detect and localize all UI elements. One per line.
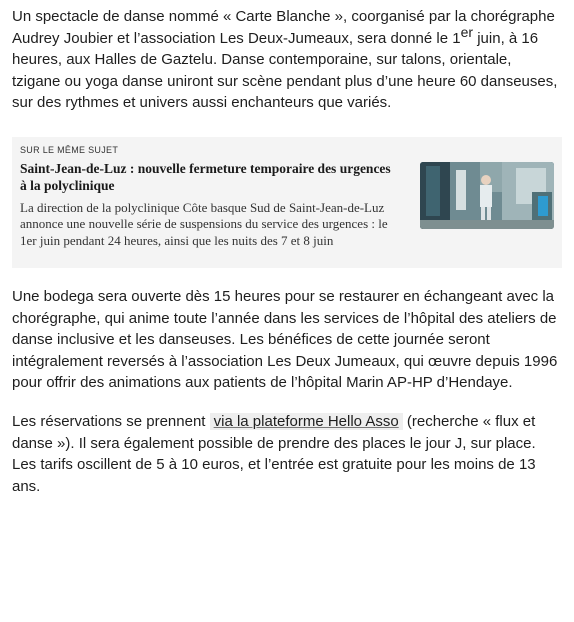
related-article-thumbnail[interactable] [420, 162, 554, 229]
hello-asso-link[interactable]: via la plateforme Hello Asso [210, 413, 403, 430]
related-article-title-link[interactable]: Saint-Jean-de-Luz : nouvelle fermeture temporaire des urgences à la polyclinique [20, 161, 391, 193]
reservations-text-start: Les réservations se prennent [12, 413, 210, 430]
hospital-corridor-photo [420, 162, 554, 229]
article-paragraph-reservations [12, 411, 562, 497]
ordinal-suffix: er [460, 23, 474, 40]
related-kicker: SUR LE MÊME SUJET [20, 145, 119, 155]
article-paragraph-bodega: Une bodega sera ouverte dès 15 heures pour se restaurer en échangeant avec la chorégraphe, qui anime toute l’année dans les services de l’hôpital des ateliers de danse inclusive et les danseuses. Les bénéfices de cette journée seront intégralement reversés à l’association Les Deux Jumeaux, qui œuvre depuis 1996 pour offrir des animations aux patients de l’hôpital Marin AP-HP d’Hendaye. [12, 288, 558, 391]
related-article-card[interactable] [12, 137, 562, 268]
article-paragraph-intro [12, 6, 562, 114]
reservations-text-end: (recherche « flux et danse »). Il sera également possible de prendre des places le jour J, sur place. Les tarifs oscillent de 5 à 10 euros, et l’entrée est gratuite pour les moins de 13 ans. [12, 413, 536, 495]
related-article-description: La direction de la polyclinique Côte basque Sud de Saint-Jean-de-Luz annonce une nouvelle série de suspensions du service des urgences : le 1er juin pendant 24 heures, ainsi que les nuits des 7 et 8 juin [20, 200, 388, 248]
intro-text-end: juin, à 16 heures, aux Halles de Gaztelu. Danse contemporaine, sur talons, orientale, tzigane ou yoga danse uniront sur scène pendant plus d’une heure 60 danseuses, sur des rythmes et univers aussi enchanteurs que variés. [12, 29, 558, 111]
intro-text-start: Un spectacle de danse nommé « Carte Blanche », coorganisé par la chorégraphe Audrey Joubier et l’association Les Deux-Jumeaux, sera donné le 1 [12, 8, 555, 47]
